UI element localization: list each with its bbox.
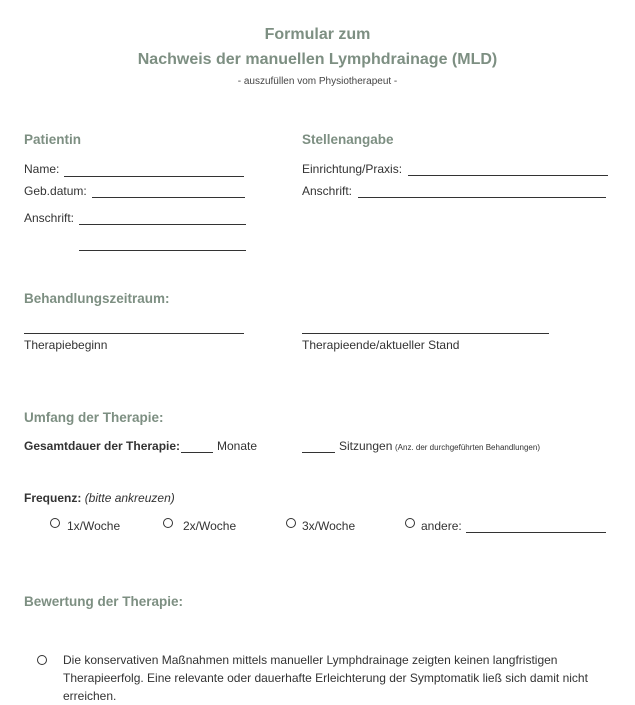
patient-heading: Patientin: [24, 132, 82, 147]
patient-address-label: Anschrift:: [24, 211, 75, 225]
form-subtitle: - auszufüllen vom Physiotherapeut -: [237, 76, 398, 87]
patient-birth-field[interactable]: [92, 197, 245, 198]
frequency-option-3-label: 3x/Woche: [302, 519, 356, 533]
evaluation-heading: Bewertung der Therapie:: [24, 594, 184, 609]
frequency-option-2-label: 2x/Woche: [183, 519, 237, 533]
therapy-start-field[interactable]: [24, 333, 244, 334]
scope-heading: Umfang der Therapie:: [24, 410, 164, 425]
facility-address-label: Anschrift:: [302, 184, 353, 198]
frequency-option-3-radio[interactable]: [286, 518, 296, 528]
frequency-label: Frequenz:: [24, 491, 82, 505]
facility-practice-field[interactable]: [408, 175, 608, 176]
period-heading: Behandlungszeitraum:: [24, 291, 170, 306]
frequency-other-field[interactable]: [466, 532, 606, 533]
therapy-end-field[interactable]: [302, 333, 549, 334]
patient-name-label: Name:: [24, 162, 60, 176]
sessions-label: Sitzungen: [339, 439, 393, 453]
therapy-end-label: Therapieende/aktueller Stand: [302, 338, 460, 352]
form-title-line2: Nachweis der manuellen Lymphdrainage (MLD): [137, 51, 498, 68]
facility-heading: Stellenangabe: [302, 132, 394, 147]
therapy-start-label: Therapiebeginn: [24, 338, 108, 352]
sessions-field[interactable]: [302, 452, 335, 453]
frequency-option-other-label: andere:: [421, 519, 462, 533]
evaluation-option-1-radio[interactable]: [37, 655, 47, 665]
evaluation-option-1-text: Die konservativen Maßnahmen mittels manueller Lymphdrainage zeigten keinen langfristigen Therapieerfolg. Eine relevante oder dauerhafte Erleichterung der Symptomatik ließ sich damit nicht erreichen.: [63, 653, 588, 703]
facility-address-field[interactable]: [358, 197, 606, 198]
form-title-line1: Formular zum: [264, 26, 371, 43]
duration-months-field[interactable]: [181, 452, 213, 453]
patient-birth-label: Geb.datum:: [24, 184, 87, 198]
frequency-option-2-radio[interactable]: [163, 518, 173, 528]
patient-address-field-1[interactable]: [79, 224, 246, 225]
frequency-label-group: [24, 491, 175, 505]
facility-practice-label: Einrichtung/Praxis:: [302, 162, 403, 176]
patient-address-field-2[interactable]: [79, 250, 246, 251]
frequency-option-other-radio[interactable]: [405, 518, 415, 528]
sessions-note: (Anz. der durchgeführten Behandlungen): [395, 443, 540, 452]
frequency-hint: (bitte ankreuzen): [84, 491, 175, 505]
patient-name-field[interactable]: [64, 176, 244, 177]
frequency-option-1-radio[interactable]: [50, 518, 60, 528]
months-label: Monate: [217, 439, 258, 453]
frequency-option-1-label: 1x/Woche: [67, 519, 121, 533]
duration-label: Gesamtdauer der Therapie:: [24, 439, 181, 453]
